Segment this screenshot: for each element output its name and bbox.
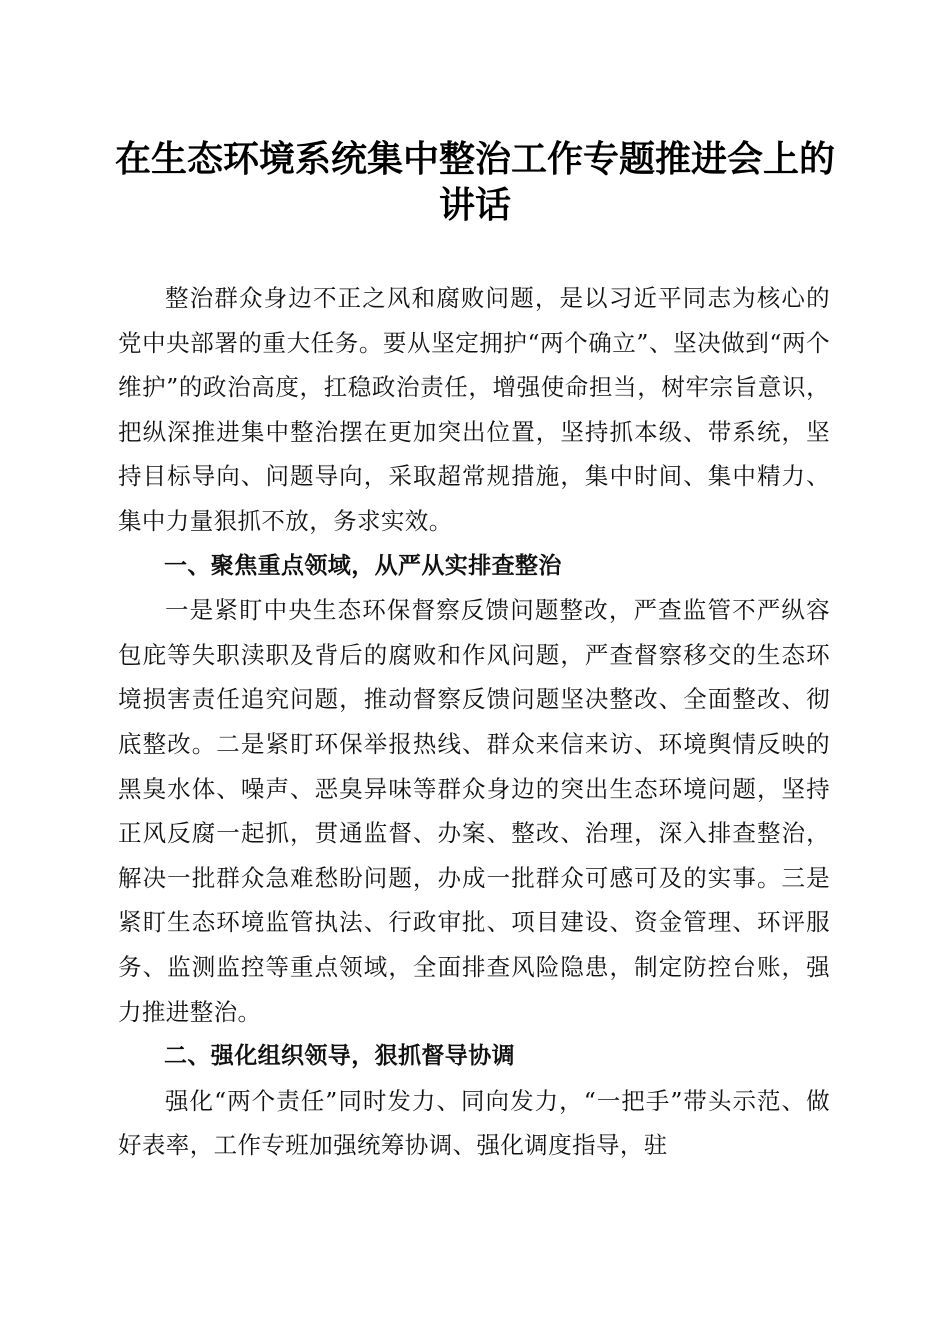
intro-paragraph: 整治群众身边不正之风和腐败问题，是以习近平同志为核心的党中央部署的重大任务。要从坚定拥护“两个确立”、坚决做到“两个维护”的政治高度，扛稳政治责任，增强使命担当，树牢宗旨意识，把纵深推进集中整治摆在更加突出位置，坚持抓本级、带系统，坚持目标导向、问题导向，采取超常规措施，集中时间、集中精力、集中力量狠抓不放，务求实效。	[118, 284, 830, 535]
section-1-paragraph: 一是紧盯中央生态环保督察反馈问题整改，严查监管不严纵容包庇等失职渎职及背后的腐败和作风问题，严查督察移交的生态环境损害责任追究问题，推动督察反馈问题坚决整改、全面整改、彻底整改。二是紧盯环保举报热线、群众来信来访、环境舆情反映的黑臭水体、噪声、恶臭异味等群众身边的突出生态环境问题，坚持正风反腐一起抓，贯通监督、办案、整改、治理，深入排查整治，解决一批群众急难愁盼问题，办成一批群众可感可及的实事。三是紧盯生态环境监管执法、行政审批、项目建设、资金管理、环评服务、监测监控等重点领域，全面排查风险隐患，制定防控台账，强力推进整治。	[118, 596, 830, 1026]
section-heading-1: 一、聚焦重点领域，从严从实排查整治	[164, 552, 562, 579]
document-body	[118, 276, 830, 1168]
section-2-paragraph: 强化“两个责任”同时发力、同向发力，“一把手”带头示范、做好表率，工作专班加强统筹协调、强化调度指导，驻	[118, 1086, 830, 1160]
section-heading-2: 二、强化组织领导，狠抓督导协调	[164, 1043, 515, 1070]
document-title: 在生态环境系统集中整治工作专题推进会上的讲话	[114, 138, 835, 226]
